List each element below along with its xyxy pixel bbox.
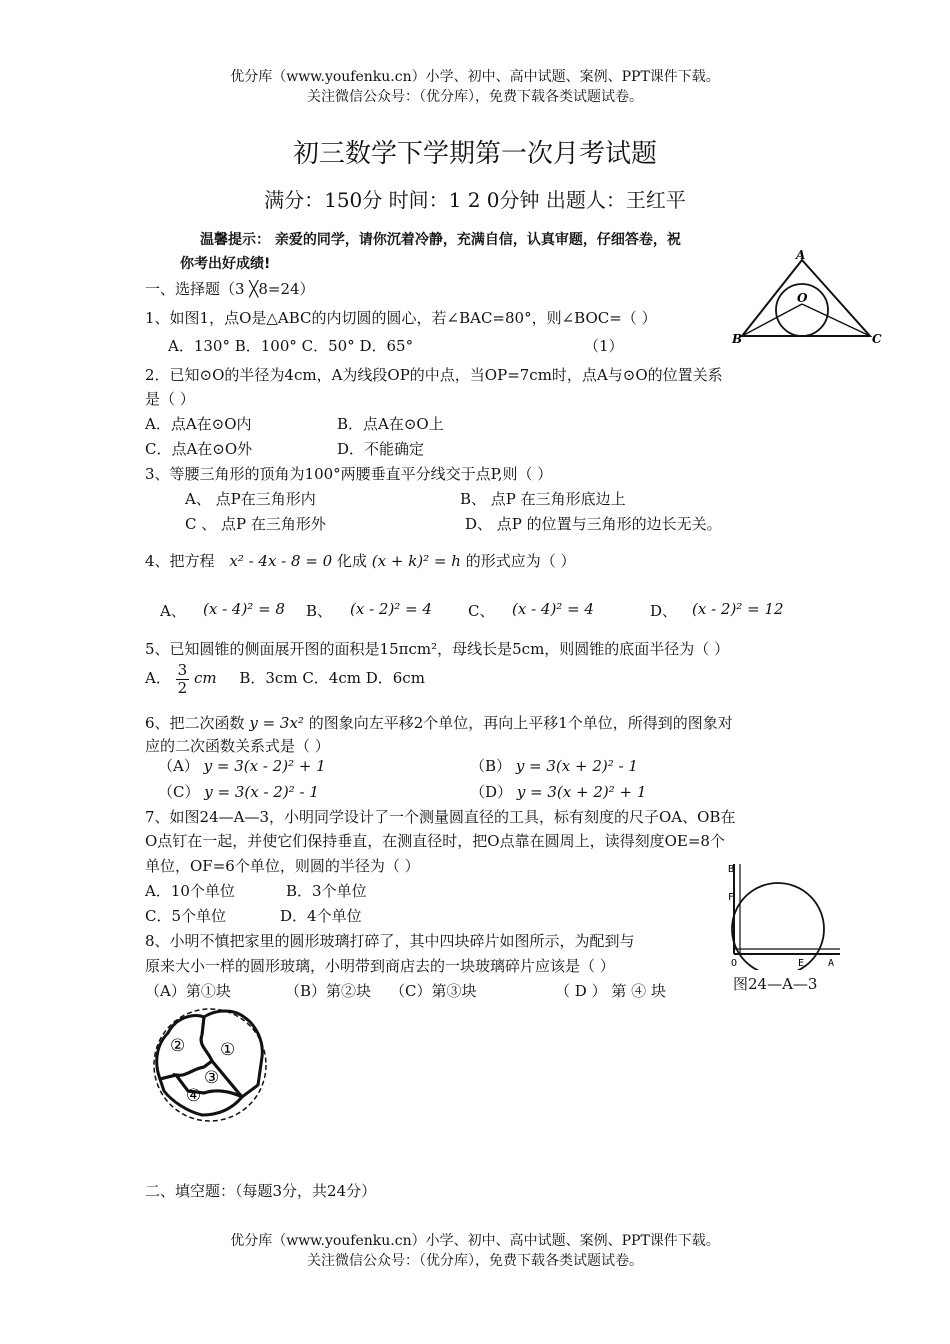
q2-stem-2: 是（ ） <box>145 390 195 408</box>
tip-line-2: 你考出好成绩! <box>180 256 271 272</box>
q6-option-c <box>158 781 319 802</box>
q1-stem: 1、如图1，点O是△ABC的内切圆的圆心，若∠BAC=80°，则∠BOC=（ ） <box>145 309 657 327</box>
q8-piece-1: ① <box>220 1040 236 1060</box>
tip-line-1: 温馨提示： 亲爱的同学，请你沉着冷静，充满自信，认真审题，仔细答卷，祝 <box>200 232 681 248</box>
q6-option-a <box>158 755 326 776</box>
q3-option-a: A、 点P在三角形内 <box>185 490 316 508</box>
q5-options-rest: B．3cm C．4cm D．6cm <box>239 669 425 687</box>
q8-piece-3: ③ <box>204 1068 220 1088</box>
q8-piece-4: ④ <box>186 1086 202 1106</box>
q4-option-a: (x - 4)² = 8 <box>203 600 285 618</box>
q8-option-a: （A）第①块 <box>145 982 231 1000</box>
q5-denominator: 2 <box>177 678 188 697</box>
q1-point-b: B <box>732 332 743 346</box>
q5-stem: 5、已知圆锥的侧面展开图的面积是15πcm²，母线长是5cm，则圆锥的底面半径为（ ） <box>145 640 730 658</box>
q4-option-c-label: C、 <box>468 602 495 620</box>
q1-options: A．130° B．100° C．50° D．65° <box>168 337 414 355</box>
header-line-1: 优分库（www.youfenku.cn）小学、初中、高中试题、案例、PPT课件下载。 <box>230 69 720 85</box>
q7-point-b: B <box>728 864 735 875</box>
q2-option-c: C．点A在⊙O外 <box>145 440 253 458</box>
q2-option-d: D．不能确定 <box>337 440 425 458</box>
q7-stem-3: 单位，OF=6个单位，则圆的半径为（ ） <box>145 857 420 875</box>
q4-option-d: (x - 2)² = 12 <box>692 600 784 618</box>
q6-stem-1 <box>145 712 733 733</box>
q4-equation: x² - 4x - 8 = 0 <box>229 552 333 570</box>
q8-broken-glass-figure <box>146 1005 276 1125</box>
q6-option-a-label: （A） <box>158 757 199 775</box>
q7-figure-caption: 图24—A—3 <box>733 975 818 993</box>
q3-option-c: C 、 点P 在三角形外 <box>185 515 326 533</box>
q8-stem-1: 8、小明不慎把家里的圆形玻璃打碎了，其中四块碎片如图所示，为配到与 <box>145 932 635 950</box>
q4-option-c: (x - 4)² = 4 <box>512 600 594 618</box>
q8-option-b: （B）第②块 <box>285 982 372 1000</box>
q6-option-b-label: （B） <box>470 757 512 775</box>
q1-point-c: C <box>872 332 882 346</box>
footer-line-1: 优分库（www.youfenku.cn）小学、初中、高中试题、案例、PPT课件下载。 <box>230 1233 720 1249</box>
q2-stem-1: 2．已知⊙O的半径为4cm，A为线段OP的中点，当OP=7cm时，点A与⊙O的位置关系 <box>145 366 723 384</box>
q4-stem <box>145 550 576 571</box>
q8-option-c: （C）第③块 <box>390 982 477 1000</box>
exam-title: 初三数学下学期第一次月考试题 <box>292 139 657 169</box>
q3-option-d: D、 点P 的位置与三角形的边长无关。 <box>465 515 722 533</box>
q4-option-b: (x - 2)² = 4 <box>350 600 432 618</box>
q5-option-a-fraction <box>176 662 190 696</box>
q7-stem-2: O点钉在一起，并使它们保持垂直，在测直径时，把O点靠在圆周上，读得刻度OE=8个 <box>145 832 725 850</box>
q6-option-d <box>470 781 646 802</box>
q4-option-d-label: D、 <box>650 602 678 620</box>
q2-option-a: A．点A在⊙O内 <box>145 415 252 433</box>
q6-stem-1-post: 的图象向左平移2个单位，再向上平移1个单位，所得到的图象对 <box>308 714 733 732</box>
section-2-heading: 二、填空题：（每题3分，共24分） <box>145 1182 377 1200</box>
q6-option-c-label: （C） <box>158 783 200 801</box>
q1-point-a: A <box>796 248 806 262</box>
q7-stem-1: 7、如图24—A—3，小明同学设计了一个测量圆直径的工具，标有刻度的尺子OA、OB在 <box>145 808 736 826</box>
q7-ruler-figure <box>728 858 846 970</box>
q4-stem-mid: 化成 <box>337 552 368 570</box>
q7-point-a: A <box>828 958 835 969</box>
q7-point-f: F <box>728 892 735 903</box>
q5-option-a-unit: cm <box>193 669 217 687</box>
q4-stem-pre: 4、把方程 <box>145 552 215 570</box>
q5-options <box>145 662 425 696</box>
q7-point-o: O <box>731 958 738 969</box>
section-1-heading: 一、选择题（3 ╳8=24） <box>145 280 315 298</box>
q1-figure-label: （1） <box>584 337 624 355</box>
q8-piece-2: ② <box>170 1036 186 1056</box>
q6-option-d-label: （D） <box>470 783 513 801</box>
q7-option-a: A．10个单位 <box>145 882 235 900</box>
q1-triangle-figure <box>730 248 890 348</box>
exam-subtitle: 满分：150分 时间：1 2 0分钟 出题人：王红平 <box>264 188 686 212</box>
q6-option-d-eq: y = 3(x + 2)² + 1 <box>516 783 647 801</box>
q6-option-b-eq: y = 3(x + 2)² - 1 <box>515 757 638 775</box>
q4-stem-post: 的形式应为（ ） <box>465 552 576 570</box>
q5-option-a-label: A． <box>145 669 171 687</box>
q1-point-o: O <box>797 291 808 305</box>
q6-stem-2: 应的二次函数关系式是（ ） <box>145 737 330 755</box>
q3-option-b: B、 点P 在三角形底边上 <box>460 490 626 508</box>
q6-stem-1-eq: y = 3x² <box>249 714 304 732</box>
q2-option-b: B．点A在⊙O上 <box>337 415 444 433</box>
q7-option-c: C．5个单位 <box>145 907 227 925</box>
q4-option-a-label: A、 <box>160 602 186 620</box>
q6-option-c-eq: y = 3(x - 2)² - 1 <box>204 783 319 801</box>
q3-stem: 3、等腰三角形的顶角为100°两腰垂直平分线交于点P,则（ ） <box>145 465 553 483</box>
q6-option-b <box>470 755 638 776</box>
q7-option-d: D．4个单位 <box>280 907 362 925</box>
footer-line-2: 关注微信公众号：（优分库），免费下载各类试题试卷。 <box>307 1253 643 1269</box>
q7-point-e: E <box>798 958 805 969</box>
q4-option-b-label: B、 <box>306 602 333 620</box>
q8-option-d: （ D ） 第 ④ 块 <box>555 982 666 1000</box>
q8-stem-2: 原来大小一样的圆形玻璃，小明带到商店去的一块玻璃碎片应该是（ ） <box>145 957 615 975</box>
q4-form: (x + k)² = h <box>371 552 461 570</box>
header-line-2: 关注微信公众号：（优分库），免费下载各类试题试卷。 <box>307 89 643 105</box>
q6-option-a-eq: y = 3(x - 2)² + 1 <box>203 757 326 775</box>
q6-stem-1-pre: 6、把二次函数 <box>145 714 245 732</box>
q5-numerator: 3 <box>177 661 188 679</box>
q7-option-b: B．3个单位 <box>286 882 367 900</box>
